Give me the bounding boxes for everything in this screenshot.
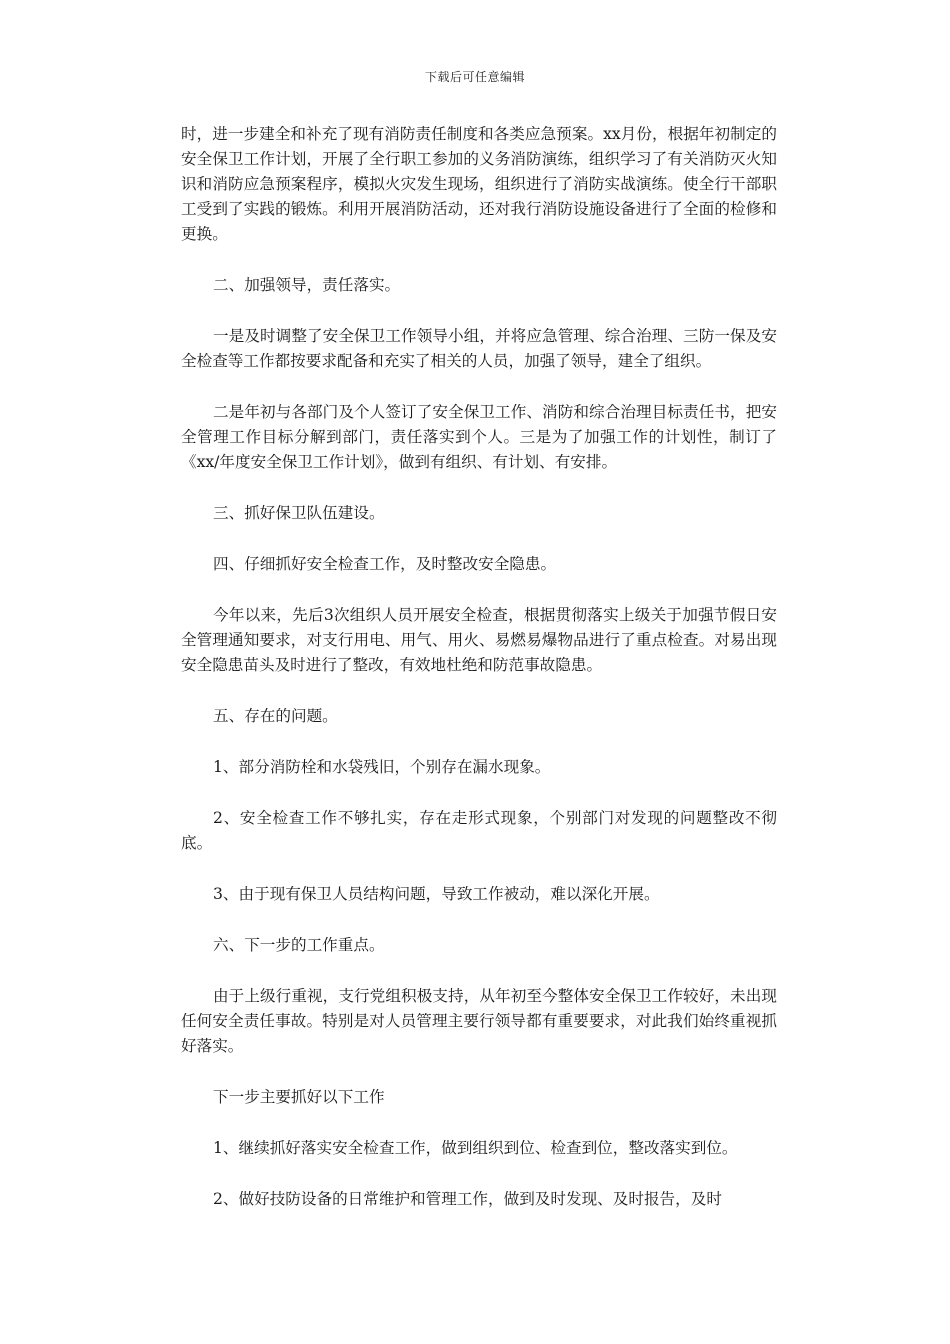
- paragraph-13: 由于上级行重视，支行党组积极支持，从年初至今整体安全保卫工作较好，未出现任何安全责任事故。特别是对人员管理主要行领导都有重要要求，对此我们始终重视抓好落实。: [181, 987, 777, 1055]
- paragraph-14: 下一步主要抓好以下工作: [213, 1088, 385, 1106]
- section-heading-3: 三、抓好保卫队伍建设。: [213, 504, 385, 522]
- section-heading-4: 四、仔细抓好安全检查工作，及时整改安全隐患。: [213, 555, 557, 573]
- paragraph-3: 一是及时调整了安全保卫工作领导小组，并将应急管理、综合治理、三防一保及安全检查等工作都按要求配备和充实了相关的人员，加强了领导，建全了组织。: [181, 327, 777, 370]
- paragraph-1: 时，进一步建全和补充了现有消防责任制度和各类应急预案。xx月份，根据年初制定的安全保卫工作计划，开展了全行职工参加的义务消防演练，组织学习了有关消防灭火知识和消防应急预案程序，模拟火灾发生现场，组织进行了消防实战演练。使全行干部职工受到了实践的锻炼。利用开展消防活动，还对我行消防设施设备进行了全面的检修和更换。: [181, 125, 777, 243]
- issue-item-3: 3、由于现有保卫人员结构问题，导致工作被动，难以深化开展。: [213, 885, 660, 903]
- section-heading-5: 五、存在的问题。: [213, 707, 338, 725]
- paragraph-7: 今年以来，先后3次组织人员开展安全检查，根据贯彻落实上级关于加强节假日安全管理通知要求，对支行用电、用气、用火、易燃易爆物品进行了重点检查。对易出现安全隐患苗头及时进行了整改，有效地杜绝和防范事故隐患。: [181, 606, 777, 674]
- issue-item-2: 2、安全检查工作不够扎实，存在走形式现象，个别部门对发现的问题整改不彻底。: [181, 809, 777, 852]
- section-heading-6: 六、下一步的工作重点。: [213, 936, 385, 954]
- page-header: 下载后可任意编辑: [424, 70, 525, 84]
- section-heading-2: 二、加强领导，责任落实。: [213, 276, 401, 294]
- issue-item-1: 1、部分消防栓和水袋残旧，个别存在漏水现象。: [213, 758, 551, 776]
- document-body: [181, 122, 777, 1238]
- paragraph-4: 二是年初与各部门及个人签订了安全保卫工作、消防和综合治理目标责任书，把安全管理工作目标分解到部门，责任落实到个人。三是为了加强工作的计划性，制订了《xx/年度安全保卫工作计划》，做到有组织、有计划、有安排。: [181, 403, 777, 471]
- work-item-1: 1、继续抓好落实安全检查工作，做到组织到位、检查到位，整改落实到位。: [213, 1139, 738, 1157]
- work-item-2: 2、做好技防设备的日常维护和管理工作，做到及时发现、及时报告，及时: [213, 1190, 722, 1208]
